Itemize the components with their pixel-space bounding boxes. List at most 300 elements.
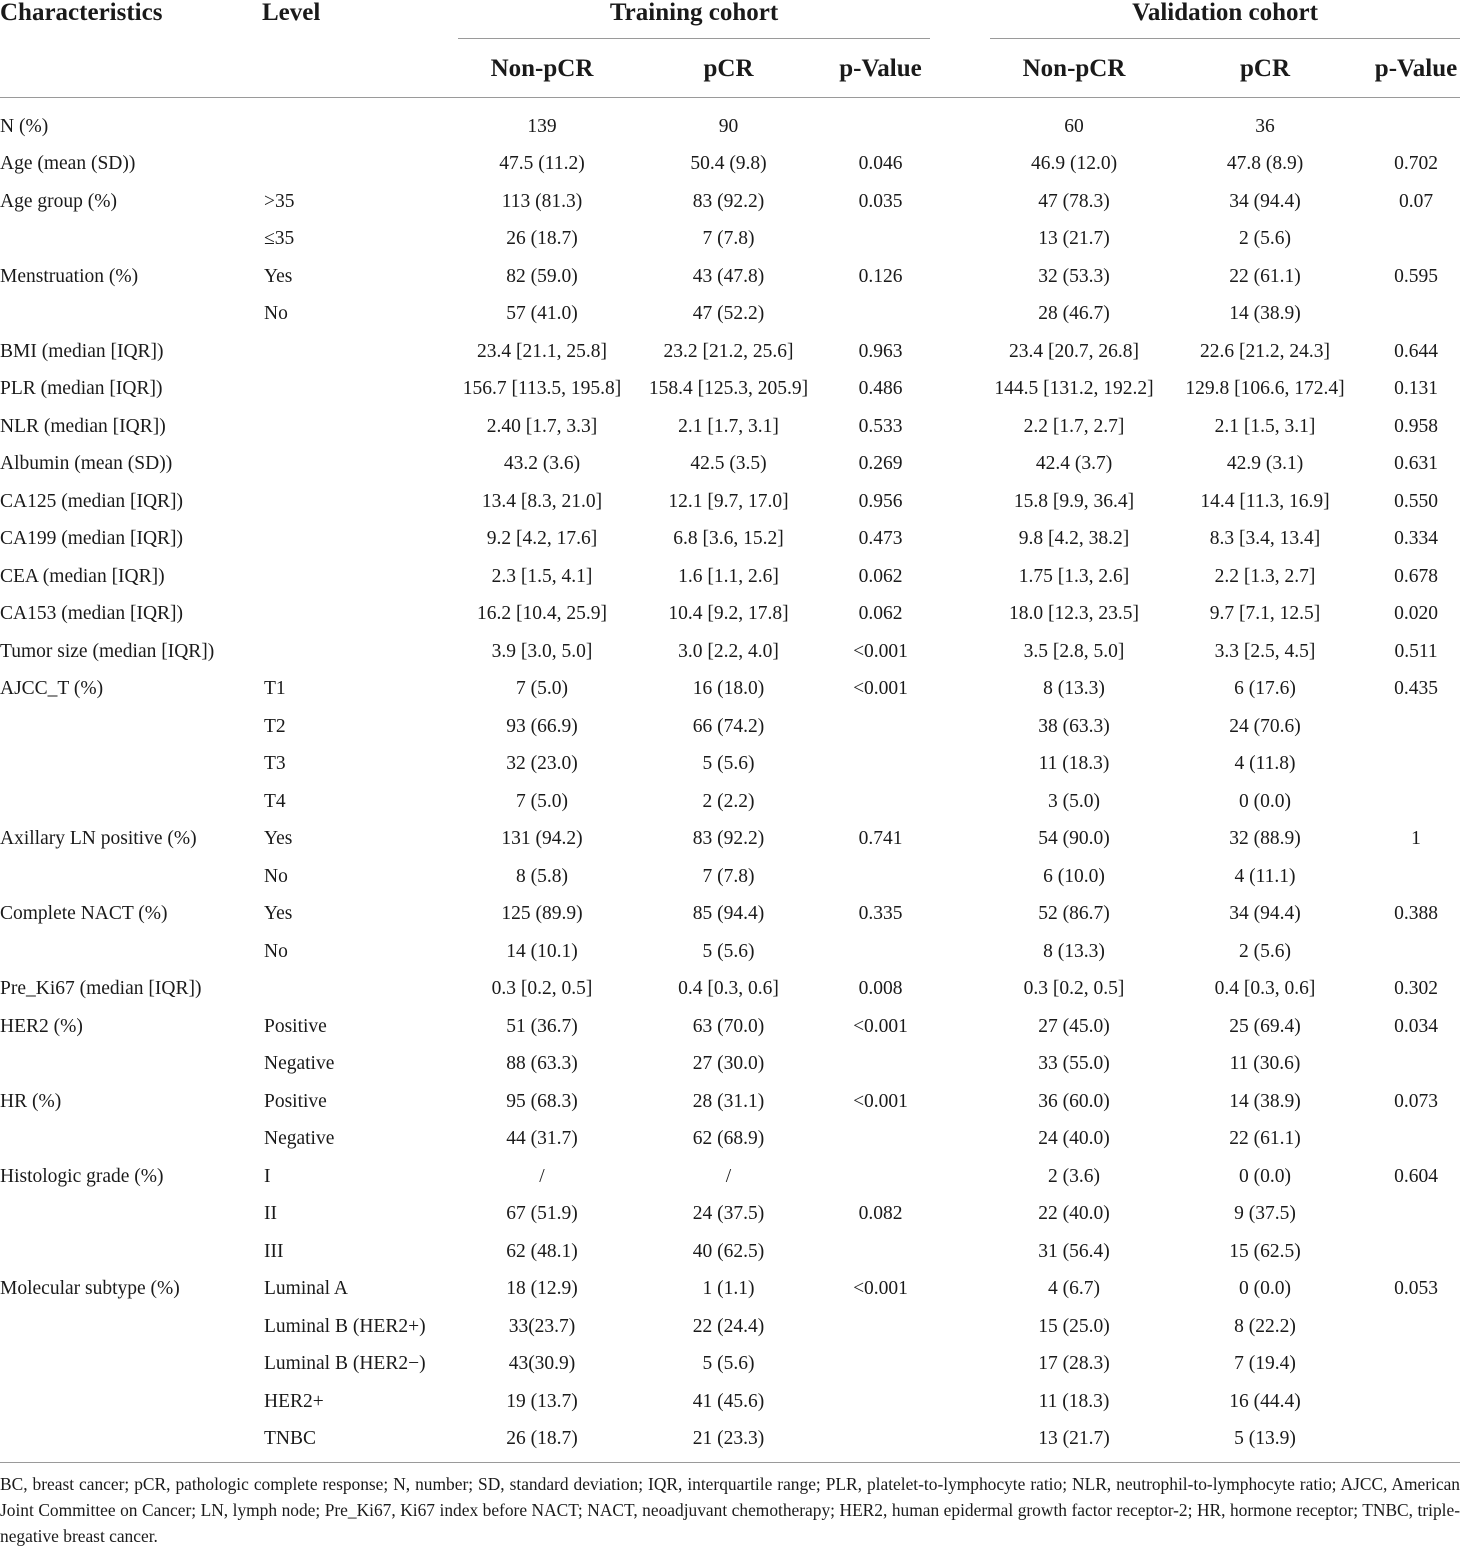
cell-training-p-value: 0.082	[858, 1203, 903, 1225]
cell-level: T3	[264, 753, 286, 775]
cell-training-non-pcr: 43(30.9)	[508, 1353, 576, 1375]
cell-validation-non-pcr: 22 (40.0)	[1038, 1203, 1110, 1225]
cell-gap	[930, 146, 990, 184]
cell-gap	[930, 1083, 990, 1121]
cell-validation-p-value	[1372, 1383, 1460, 1421]
cell-gap	[930, 521, 990, 559]
cell-training-p-value	[831, 1383, 930, 1421]
cell-training-non-pcr: 19 (13.7)	[506, 1390, 578, 1412]
table-row	[0, 783, 1460, 821]
cell-validation-p-value: 0.388	[1394, 903, 1438, 925]
cell-validation-non-pcr: 8 (13.3)	[1043, 940, 1105, 962]
cell-characteristic: HR (%)	[0, 1090, 62, 1112]
cell-gap	[930, 1196, 990, 1234]
cell-level: No	[264, 940, 288, 962]
cell-validation-pcr: 8.3 [3.4, 13.4]	[1209, 528, 1321, 550]
table-row	[0, 896, 1460, 934]
cell-training-pcr: 47 (52.2)	[692, 303, 765, 325]
cell-validation-pcr: 32 (88.9)	[1229, 828, 1301, 850]
cell-training-p-value	[831, 1046, 930, 1084]
cell-level: Negative	[264, 1053, 335, 1075]
cell-training-p-value	[831, 221, 930, 259]
cell-level: Positive	[264, 1090, 327, 1112]
table-row	[0, 1271, 1460, 1309]
cell-training-p-value: <0.001	[853, 1090, 908, 1112]
cell-gap	[930, 596, 990, 634]
cell-validation-pcr: 22 (61.1)	[1229, 265, 1301, 287]
cell-validation-pcr: 14 (38.9)	[1229, 303, 1301, 325]
cell-gap	[930, 783, 990, 821]
cell-level: T2	[264, 715, 286, 737]
cell-validation-pcr: 34 (94.4)	[1229, 190, 1301, 212]
cell-characteristic	[0, 1383, 262, 1421]
cell-training-pcr: 2 (2.2)	[702, 790, 755, 812]
cell-characteristic	[0, 1046, 262, 1084]
cell-characteristic: Complete NACT (%)	[0, 903, 168, 925]
cell-training-non-pcr: 14 (10.1)	[506, 940, 578, 962]
cell-training-pcr: 83 (92.2)	[692, 828, 765, 850]
table-row	[0, 1346, 1460, 1384]
cell-validation-non-pcr: 3 (5.0)	[1048, 790, 1101, 812]
cell-level	[262, 98, 458, 146]
cell-training-non-pcr: 93 (66.9)	[506, 715, 578, 737]
cell-validation-non-pcr: 38 (63.3)	[1038, 715, 1110, 737]
cell-gap	[930, 1421, 990, 1459]
cell-level: Luminal A	[264, 1278, 348, 1300]
cell-training-pcr: 40 (62.5)	[692, 1240, 765, 1262]
cell-characteristic	[0, 221, 262, 259]
cell-level: HER2+	[264, 1390, 324, 1412]
table-row	[0, 858, 1460, 896]
cell-characteristic: Age group (%)	[0, 190, 117, 212]
table-row	[0, 1308, 1460, 1346]
table-row	[0, 821, 1460, 859]
cell-training-non-pcr: 26 (18.7)	[506, 228, 578, 250]
cell-characteristic: CA125 (median [IQR])	[0, 490, 184, 512]
cell-training-non-pcr: 2.3 [1.5, 4.1]	[491, 565, 593, 587]
cell-characteristic	[0, 296, 262, 334]
cell-level: Yes	[264, 903, 293, 925]
cell-training-pcr: 3.0 [2.2, 4.0]	[678, 640, 779, 662]
cell-characteristic	[0, 933, 262, 971]
cell-validation-non-pcr: 15 (25.0)	[1038, 1315, 1110, 1337]
cell-validation-p-value	[1372, 746, 1460, 784]
table-row	[0, 1008, 1460, 1046]
cell-training-non-pcr: 32 (23.0)	[506, 753, 578, 775]
cell-level	[262, 558, 458, 596]
cell-training-non-pcr: 95 (68.3)	[506, 1090, 578, 1112]
cell-gap	[930, 1158, 990, 1196]
cell-validation-p-value	[1372, 708, 1460, 746]
cell-training-pcr: 21 (23.3)	[692, 1428, 765, 1450]
cell-training-pcr: 66 (74.2)	[692, 715, 765, 737]
cell-training-p-value	[831, 1121, 930, 1159]
cell-training-p-value: 0.335	[858, 903, 903, 925]
cell-characteristic: Histologic grade (%)	[0, 1165, 164, 1187]
cell-characteristic: Axillary LN positive (%)	[0, 828, 197, 850]
cell-validation-p-value	[1372, 1196, 1460, 1234]
cell-validation-pcr: 4 (11.1)	[1234, 865, 1296, 887]
cell-gap	[930, 1308, 990, 1346]
cell-training-pcr: 158.4 [125.3, 205.9]	[648, 378, 809, 400]
cell-training-non-pcr: 16.2 [10.4, 25.9]	[477, 603, 607, 625]
cell-validation-pcr: 0 (0.0)	[1239, 1278, 1292, 1300]
cell-training-pcr: 62 (68.9)	[692, 1128, 765, 1150]
cell-validation-p-value: 0.604	[1394, 1165, 1438, 1187]
cell-validation-non-pcr: 17 (28.3)	[1038, 1353, 1110, 1375]
cell-validation-pcr: 9.7 [7.1, 12.5]	[1209, 603, 1321, 625]
table-row	[0, 146, 1460, 184]
cell-level: Luminal B (HER2+)	[264, 1315, 426, 1337]
table-row	[0, 1046, 1460, 1084]
cell-validation-pcr: 22.6 [21.2, 24.3]	[1200, 340, 1331, 362]
cell-training-p-value	[831, 1308, 930, 1346]
cell-validation-non-pcr: 4 (6.7)	[1048, 1278, 1101, 1300]
cell-level: II	[264, 1203, 277, 1225]
cell-training-non-pcr: 7 (5.0)	[516, 678, 568, 700]
cell-validation-pcr: 129.8 [106.6, 172.4]	[1185, 378, 1345, 400]
cell-characteristic	[0, 1233, 262, 1271]
cell-training-p-value	[831, 1233, 930, 1271]
cell-validation-p-value	[1372, 858, 1460, 896]
cell-validation-pcr: 25 (69.4)	[1229, 1015, 1301, 1037]
cell-validation-non-pcr: 23.4 [20.7, 26.8]	[1009, 340, 1140, 362]
cell-training-pcr: 43 (47.8)	[692, 265, 765, 287]
cell-validation-non-pcr: 54 (90.0)	[1038, 828, 1110, 850]
training-cohort-rule	[458, 26, 930, 39]
cell-characteristic	[0, 1308, 262, 1346]
cell-gap	[930, 1008, 990, 1046]
cell-validation-p-value: 0.702	[1394, 153, 1438, 175]
cell-training-non-pcr: 131 (94.2)	[501, 828, 583, 850]
cell-gap	[930, 633, 990, 671]
cell-validation-non-pcr: 13 (21.7)	[1038, 1428, 1110, 1450]
table-row	[0, 521, 1460, 559]
table-row	[0, 371, 1460, 409]
cell-gap	[930, 446, 990, 484]
cell-training-p-value	[831, 98, 930, 146]
cell-validation-non-pcr: 28 (46.7)	[1038, 303, 1110, 325]
cell-training-pcr: 10.4 [9.2, 17.8]	[668, 603, 789, 625]
cell-validation-pcr: 34 (94.4)	[1229, 903, 1301, 925]
cell-validation-pcr: 0 (0.0)	[1239, 1165, 1292, 1187]
table-row	[0, 1083, 1460, 1121]
cell-validation-pcr: 4 (11.8)	[1234, 753, 1296, 775]
cell-training-pcr: /	[725, 1165, 732, 1187]
cell-gap	[930, 296, 990, 334]
cell-validation-pcr: 2.2 [1.3, 2.7]	[1214, 565, 1316, 587]
cell-validation-p-value: 0.131	[1394, 378, 1438, 400]
cell-training-non-pcr: 13.4 [8.3, 21.0]	[481, 490, 603, 512]
cell-training-pcr: 2.1 [1.7, 3.1]	[678, 415, 779, 437]
table-row	[0, 1383, 1460, 1421]
cell-training-pcr: 5 (5.6)	[702, 940, 755, 962]
cell-characteristic: Molecular subtype (%)	[0, 1278, 180, 1300]
table-row	[0, 708, 1460, 746]
cell-characteristic: CA199 (median [IQR])	[0, 528, 184, 550]
cell-level	[262, 633, 458, 671]
cell-training-p-value: 0.062	[858, 603, 903, 625]
cell-validation-pcr: 0.4 [0.3, 0.6]	[1214, 978, 1316, 1000]
cell-validation-p-value: 0.073	[1394, 1090, 1438, 1112]
cell-level: Yes	[264, 828, 293, 850]
cell-validation-pcr: 2 (5.6)	[1239, 940, 1292, 962]
cell-training-non-pcr: 51 (36.7)	[506, 1015, 578, 1037]
cell-level: T4	[264, 790, 286, 812]
cell-validation-p-value	[1372, 296, 1460, 334]
cell-training-p-value: <0.001	[853, 640, 908, 662]
cell-level: Yes	[264, 265, 293, 287]
cell-validation-non-pcr: 60	[1064, 115, 1084, 137]
cell-validation-p-value: 1	[1411, 828, 1421, 850]
cell-validation-pcr: 14 (38.9)	[1229, 1090, 1301, 1112]
header-validation-cohort: Validation cohort	[1132, 0, 1318, 26]
cell-validation-p-value: 0.550	[1394, 490, 1438, 512]
table-row	[0, 221, 1460, 259]
cell-validation-p-value: 0.435	[1394, 678, 1438, 700]
cell-training-non-pcr: 18 (12.9)	[506, 1278, 578, 1300]
cell-training-non-pcr: 62 (48.1)	[506, 1240, 578, 1262]
cell-training-p-value	[831, 1421, 930, 1459]
cell-training-pcr: 5 (5.6)	[702, 1353, 755, 1375]
table-row	[0, 746, 1460, 784]
table-row	[0, 408, 1460, 446]
cell-gap	[930, 258, 990, 296]
cell-characteristic: CA153 (median [IQR])	[0, 603, 184, 625]
cell-validation-pcr: 3.3 [2.5, 4.5]	[1214, 640, 1316, 662]
cell-gap	[930, 483, 990, 521]
cell-validation-p-value: 0.595	[1394, 265, 1438, 287]
cell-gap	[930, 708, 990, 746]
cell-gap	[930, 408, 990, 446]
cell-training-non-pcr: /	[539, 1165, 545, 1187]
cell-validation-pcr: 47.8 (8.9)	[1226, 153, 1304, 175]
cell-level: I	[264, 1165, 271, 1187]
cell-level	[262, 971, 458, 1009]
cell-level	[262, 146, 458, 184]
table-row	[0, 258, 1460, 296]
cell-training-non-pcr: 33(23.7)	[508, 1315, 576, 1337]
cell-gap	[930, 1271, 990, 1309]
cell-validation-pcr: 0 (0.0)	[1239, 790, 1292, 812]
validation-cohort-rule	[990, 26, 1460, 39]
cell-level	[262, 483, 458, 521]
cell-training-p-value	[831, 933, 930, 971]
cell-validation-non-pcr: 24 (40.0)	[1038, 1128, 1110, 1150]
table-row	[0, 98, 1460, 146]
cell-validation-p-value: 0.511	[1394, 640, 1438, 662]
cell-training-p-value: 0.473	[858, 528, 903, 550]
cell-training-pcr: 7 (7.8)	[702, 865, 755, 887]
cell-characteristic: Age (mean (SD))	[0, 153, 136, 175]
header-validation-pcr: pCR	[1240, 54, 1291, 82]
header-training-p-value: p-Value	[839, 54, 922, 82]
cell-training-p-value: 0.046	[858, 153, 903, 175]
cell-training-non-pcr: 8 (5.8)	[516, 865, 568, 887]
cell-characteristic	[0, 1121, 262, 1159]
cell-training-p-value: <0.001	[853, 1015, 908, 1037]
cell-characteristic: N (%)	[0, 115, 49, 137]
cell-training-pcr: 28 (31.1)	[692, 1090, 765, 1112]
cell-validation-non-pcr: 2.2 [1.7, 2.7]	[1023, 415, 1125, 437]
cell-validation-non-pcr: 13 (21.7)	[1038, 228, 1110, 250]
cell-level	[262, 408, 458, 446]
cell-validation-p-value	[1372, 221, 1460, 259]
cell-training-non-pcr: 82 (59.0)	[506, 265, 578, 287]
cell-gap	[930, 896, 990, 934]
cell-training-non-pcr: 43.2 (3.6)	[503, 453, 581, 475]
cell-validation-p-value: 0.07	[1398, 190, 1434, 212]
cell-gap	[930, 821, 990, 859]
table-row	[0, 1196, 1460, 1234]
cell-characteristic: NLR (median [IQR])	[0, 415, 166, 437]
cell-training-p-value: <0.001	[853, 678, 908, 700]
cell-validation-non-pcr: 9.8 [4.2, 38.2]	[1018, 528, 1130, 550]
cell-training-pcr: 5 (5.6)	[702, 753, 755, 775]
cell-training-pcr: 42.5 (3.5)	[690, 453, 767, 475]
cell-validation-p-value: 0.302	[1394, 978, 1438, 1000]
cell-validation-p-value: 0.958	[1394, 415, 1438, 437]
cell-characteristic: PLR (median [IQR])	[0, 378, 163, 400]
header-training-cohort: Training cohort	[609, 0, 779, 26]
cell-training-non-pcr: 47.5 (11.2)	[499, 153, 585, 175]
cell-characteristic: Menstruation (%)	[0, 265, 139, 287]
cell-training-non-pcr: 139	[527, 115, 557, 137]
cell-validation-non-pcr: 2 (3.6)	[1048, 1165, 1101, 1187]
cell-gap	[930, 1046, 990, 1084]
cell-training-p-value: 0.126	[858, 265, 903, 287]
cell-validation-non-pcr: 0.3 [0.2, 0.5]	[1023, 978, 1125, 1000]
cell-characteristic: Tumor size (median [IQR])	[0, 640, 215, 662]
cell-validation-non-pcr: 27 (45.0)	[1038, 1015, 1110, 1037]
cell-training-pcr: 90	[718, 115, 739, 137]
cell-training-p-value: 0.486	[858, 378, 903, 400]
cell-training-p-value	[831, 1346, 930, 1384]
table-row	[0, 1121, 1460, 1159]
cell-training-non-pcr: 23.4 [21.1, 25.8]	[477, 340, 607, 362]
table-row	[0, 1421, 1460, 1459]
cell-gap	[930, 183, 990, 221]
cell-training-p-value: <0.001	[853, 1278, 908, 1300]
cell-validation-pcr: 11 (30.6)	[1229, 1053, 1301, 1075]
cell-validation-p-value: 0.034	[1394, 1015, 1438, 1037]
cell-training-non-pcr: 88 (63.3)	[506, 1053, 578, 1075]
table-body	[0, 98, 1460, 1459]
cell-validation-p-value: 0.334	[1394, 528, 1438, 550]
header-training-non-pcr: Non-pCR	[490, 54, 594, 82]
cell-level	[262, 521, 458, 559]
cell-characteristic: Albumin (mean (SD))	[0, 453, 173, 475]
cell-level: Positive	[264, 1015, 327, 1037]
cell-validation-p-value	[1372, 98, 1460, 146]
cell-level: Luminal B (HER2−)	[264, 1353, 426, 1375]
header-training-pcr: pCR	[703, 54, 754, 82]
cell-training-non-pcr: 0.3 [0.2, 0.5]	[491, 978, 593, 1000]
cell-gap	[930, 858, 990, 896]
cell-validation-non-pcr: 31 (56.4)	[1038, 1240, 1110, 1262]
cell-training-p-value: 0.963	[858, 340, 903, 362]
cell-validation-p-value: 0.631	[1394, 453, 1438, 475]
cell-validation-p-value	[1372, 1346, 1460, 1384]
cell-training-non-pcr: 26 (18.7)	[506, 1428, 578, 1450]
cell-training-pcr: 1.6 [1.1, 2.6]	[678, 565, 779, 587]
table-row	[0, 633, 1460, 671]
cell-training-pcr: 23.2 [21.2, 25.6]	[663, 340, 794, 362]
cell-validation-p-value	[1372, 1308, 1460, 1346]
cell-characteristic	[0, 1196, 262, 1234]
cell-training-non-pcr: 7 (5.0)	[516, 790, 568, 812]
cell-validation-non-pcr: 46.9 (12.0)	[1030, 153, 1118, 175]
cell-characteristic: BMI (median [IQR])	[0, 340, 164, 362]
cell-validation-p-value: 0.678	[1394, 565, 1438, 587]
cell-training-pcr: 0.4 [0.3, 0.6]	[678, 978, 779, 1000]
header-validation-non-pcr: Non-pCR	[1022, 54, 1126, 82]
cell-validation-p-value: 0.020	[1394, 603, 1438, 625]
cell-gap	[930, 933, 990, 971]
header-characteristics: Characteristics	[0, 0, 163, 26]
cell-level: No	[264, 303, 288, 325]
cell-gap	[930, 971, 990, 1009]
cell-validation-non-pcr: 6 (10.0)	[1043, 865, 1105, 887]
cell-validation-pcr: 9 (37.5)	[1234, 1203, 1296, 1225]
cell-training-p-value	[831, 746, 930, 784]
cell-training-p-value	[831, 783, 930, 821]
cell-training-pcr: 24 (37.5)	[692, 1203, 765, 1225]
cell-validation-pcr: 2.1 [1.5, 3.1]	[1214, 415, 1316, 437]
cell-level: Negative	[264, 1128, 335, 1150]
cell-training-p-value: 0.035	[858, 190, 903, 212]
cell-level	[262, 333, 458, 371]
cell-validation-pcr: 24 (70.6)	[1229, 715, 1301, 737]
cell-validation-pcr: 8 (22.2)	[1234, 1315, 1296, 1337]
cell-level: No	[264, 865, 288, 887]
table-row	[0, 1233, 1460, 1271]
cell-level: III	[264, 1240, 284, 1262]
cell-validation-p-value	[1372, 1046, 1460, 1084]
cell-training-non-pcr: 2.40 [1.7, 3.3]	[486, 415, 598, 437]
cell-training-non-pcr: 9.2 [4.2, 17.6]	[486, 528, 598, 550]
cell-validation-pcr: 22 (61.1)	[1229, 1128, 1301, 1150]
cell-validation-p-value: 0.644	[1394, 340, 1438, 362]
cell-characteristic: CEA (median [IQR])	[0, 565, 165, 587]
table-row	[0, 1158, 1460, 1196]
table-row	[0, 333, 1460, 371]
cell-training-pcr: 63 (70.0)	[692, 1015, 765, 1037]
cell-training-p-value: 0.533	[858, 415, 903, 437]
table-row	[0, 446, 1460, 484]
cell-validation-non-pcr: 8 (13.3)	[1043, 678, 1105, 700]
cell-validation-non-pcr: 3.5 [2.8, 5.0]	[1023, 640, 1125, 662]
cell-validation-p-value	[1372, 1233, 1460, 1271]
table-row	[0, 183, 1460, 221]
cell-validation-pcr: 15 (62.5)	[1229, 1240, 1301, 1262]
cell-characteristic	[0, 708, 262, 746]
cell-gap	[930, 746, 990, 784]
cell-level	[262, 596, 458, 634]
cell-gap	[930, 98, 990, 146]
cell-validation-pcr: 5 (13.9)	[1234, 1428, 1296, 1450]
cell-validation-non-pcr: 33 (55.0)	[1038, 1053, 1110, 1075]
cell-validation-pcr: 42.9 (3.1)	[1226, 453, 1304, 475]
cell-training-non-pcr: 113 (81.3)	[501, 190, 583, 212]
cell-training-pcr: 16 (18.0)	[692, 678, 765, 700]
cell-characteristic	[0, 858, 262, 896]
cell-gap	[930, 371, 990, 409]
cell-training-p-value	[831, 1158, 930, 1196]
cell-training-p-value	[831, 296, 930, 334]
cell-level	[262, 446, 458, 484]
cell-training-p-value: 0.741	[858, 828, 903, 850]
